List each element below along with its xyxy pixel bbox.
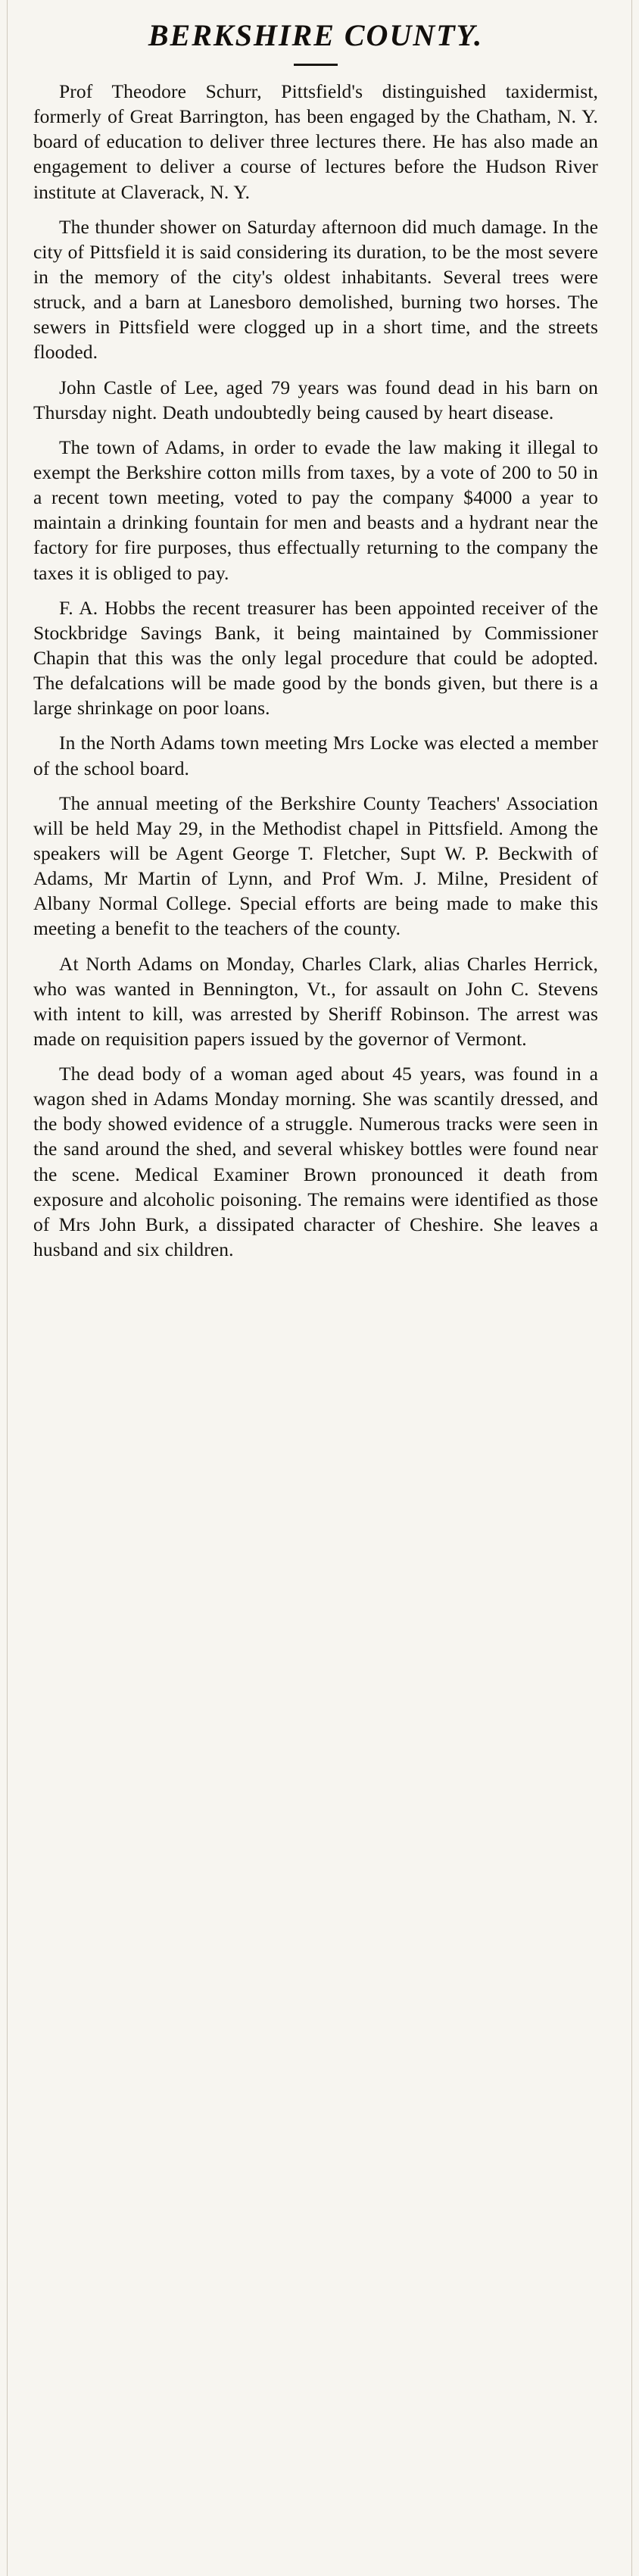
article-paragraph: The town of Adams, in order to evade the law making it illegal to exempt the Berkshire cotton mills from taxes, by a vote of 200 to 50 in a recent town meeting, voted to pay the company $4000 a year to maintain a drinking fountain for men and beasts and a hydrant near the factory for fire purposes, thus effectually returning to the company the taxes it is obliged to pay.: [33, 436, 598, 584]
article-paragraph: F. A. Hobbs the recent treasurer has been appointed receiver of the Stockbridge Savings Bank, it being maintained by Commissioner Chapin that this was the only legal procedure that could be adopted. The defalcations will be made good by the bonds given, but there is a large shrinkage on poor loans.: [33, 596, 598, 720]
column-rule-left: [7, 0, 8, 2576]
article-paragraph: At North Adams on Monday, Charles Clark, alias Charles Herrick, who was wanted in Bennington, Vt., for assault on John C. Stevens with intent to kill, was arrested by Sheriff Robinson. The arrest was made on requisition papers issued by the governor of Vermont.: [33, 952, 598, 1050]
headline-divider: [33, 56, 598, 70]
article-paragraph: The thunder shower on Saturday afternoon did much damage. In the city of Pittsfield it is said considering its duration, to be the most severe in the memory of the city's oldest inhabitants. Several trees were struck, and a barn at Lanesboro demolished, burning two horses. The sewers in Pittsfield were clogged up in a short time, and the streets flooded.: [33, 215, 598, 364]
article-paragraph: The dead body of a woman aged about 45 years, was found in a wagon shed in Adams Monday morning. She was scantily dressed, and the body showed evidence of a struggle. Numerous tracks were seen in the sand around the shed, and several whiskey bottles were found near the scene. Medical Examiner Brown pronounced it death from exposure and alcoholic poisoning. The remains were identified as those of Mrs John Burk, a dissipated character of Cheshire. She leaves a husband and six children.: [33, 1063, 598, 1261]
article-body: [33, 79, 598, 1262]
article-paragraph: Prof Theodore Schurr, Pittsfield's distinguished taxidermist, formerly of Great Barrington, has been engaged by the Chatham, N. Y. board of education to deliver three lectures there. He has also made an engagement to deliver a course of lectures before the Hudson River institute at Claverack, N. Y.: [33, 80, 598, 203]
column-rule-right: [631, 0, 632, 2576]
page-title: BERKSHIRE COUNTY.: [148, 18, 484, 52]
divider-rule: [294, 64, 338, 66]
article-paragraph: The annual meeting of the Berkshire County Teachers' Association will be held May 29, in the Methodist chapel in Pittsfield. Among the speakers will be Agent George T. Fletcher, Supt W. P. Beckwith of Adams, Mr Martin of Lynn, and Prof Wm. J. Milne, President of Albany Normal College. Special efforts are being made to make this meeting a benefit to the teachers of the county.: [33, 792, 598, 940]
article-paragraph: In the North Adams town meeting Mrs Locke was elected a member of the school board.: [33, 732, 598, 779]
article-paragraph: John Castle of Lee, aged 79 years was found dead in his barn on Thursday night. Death undoubtedly being caused by heart disease.: [33, 376, 598, 423]
